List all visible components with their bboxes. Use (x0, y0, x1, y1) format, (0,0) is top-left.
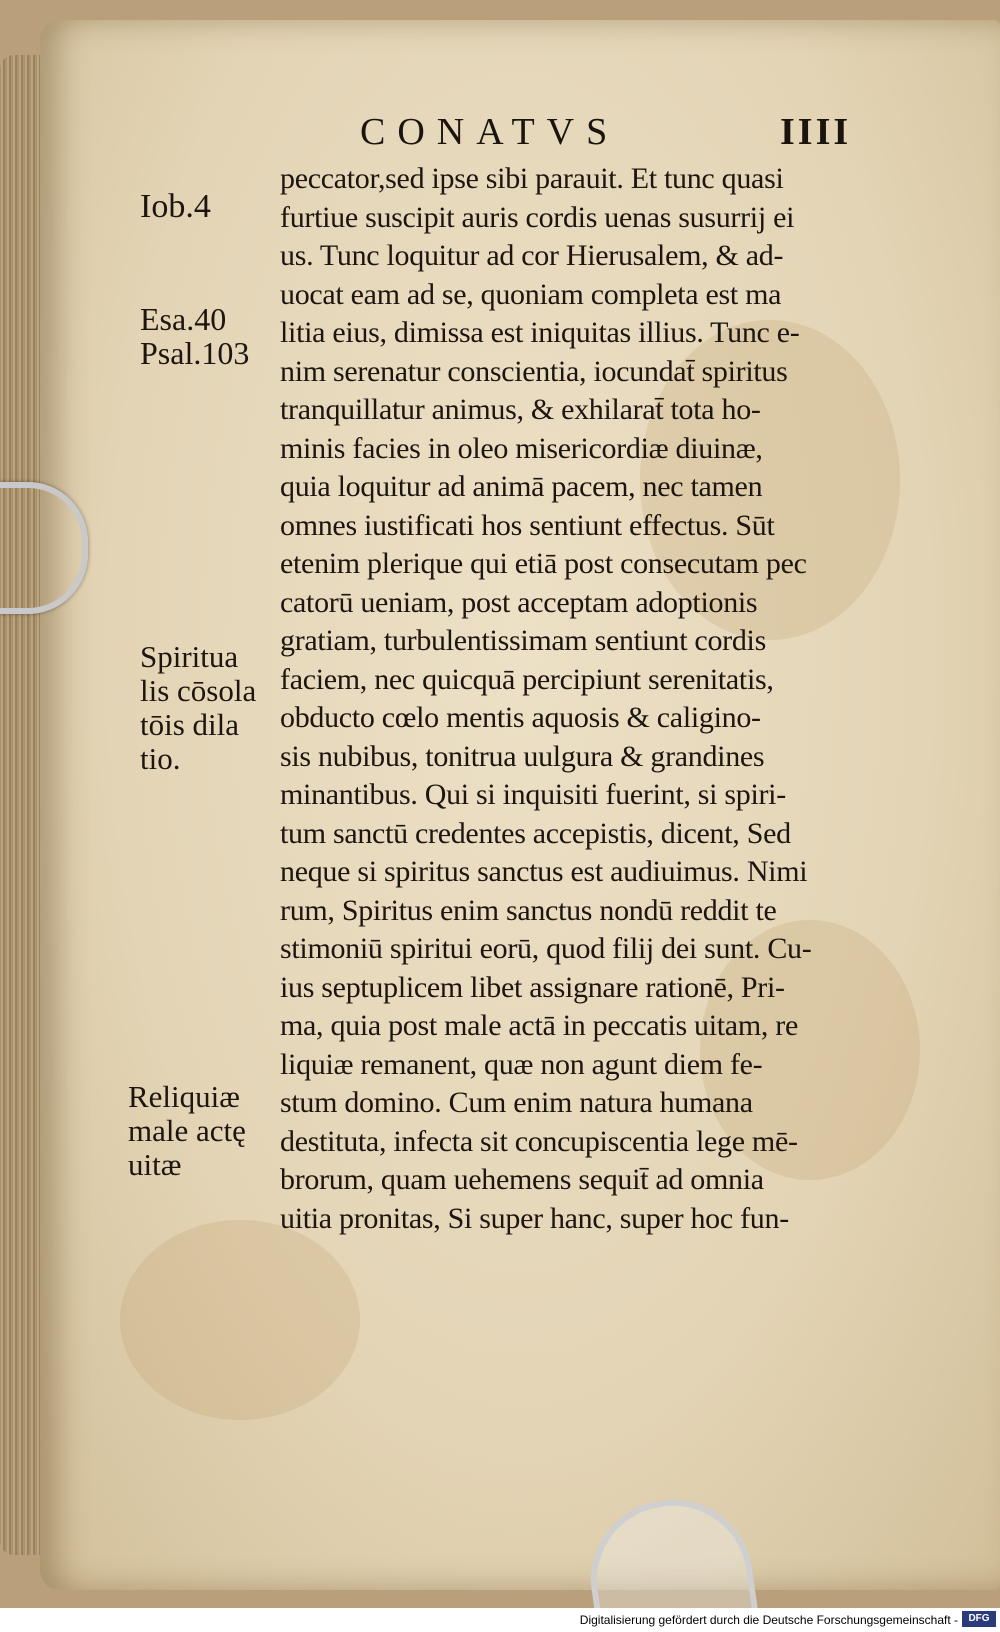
text-line: obducto cœlo mentis aquosis & caligino- (280, 701, 761, 734)
text-line: omnes iustificati hos sentiunt effectus. Sūt (280, 508, 775, 542)
text-line: rum, Spiritus enim sanctus nondū reddit te (280, 893, 777, 927)
text-line: ma, quia post male actā in peccatis uitam, re (280, 1009, 798, 1042)
margin-note-line: tio. (140, 741, 181, 776)
text-line: minantibus. Qui si inquisiti fuerint, si spiri- (280, 778, 786, 811)
margin-note-line: uitæ (128, 1147, 182, 1182)
main-text-block (280, 160, 930, 1238)
digitization-footer (0, 1608, 1000, 1632)
margin-note-esa-psal (140, 302, 249, 370)
margin-note-line: lis cōsola (140, 673, 257, 708)
text-line: gratiam, turbulentissimam sentiunt cordis (280, 624, 766, 657)
text-line: tum sanctū credentes accepistis, dicent, Sed (280, 816, 791, 850)
text-line: stum domino. Cum enim natura humana (280, 1086, 753, 1119)
text-line: etenim plerique qui etiā post consecutam pec (280, 547, 807, 580)
text-line: faciem, nec quicquā percipiunt serenitatis, (280, 662, 774, 696)
text-line: nim serenatur conscientia, iocundat̄ spiritus (280, 354, 788, 388)
text-line: catorū ueniam, post acceptam adoptionis (280, 585, 758, 619)
text-line: ius septuplicem libet assignare rationē, Pri- (280, 970, 785, 1004)
text-line: peccator,sed ipse sibi parauit. Et tunc quasi (280, 162, 784, 195)
margin-note-line: Iob.4 (140, 188, 211, 225)
margin-note-line: Psal.103 (140, 335, 250, 371)
margin-note-spiritualis (140, 640, 256, 776)
funding-credit: Digitalisierung gefördert durch die Deutsche Forschungsgemeinschaft - (579, 1613, 958, 1627)
text-line: furtiue suscipit auris cordis uenas susurrij ei (280, 200, 795, 234)
text-line: liquiæ remanent, quæ non agunt diem fe- (280, 1047, 763, 1081)
text-line: litia eius, dimissa est iniquitas illius. Tunc e- (280, 316, 800, 349)
margin-note-reliquiae (128, 1080, 246, 1182)
text-line: neque si spiritus sanctus est audiuimus. Nimi (280, 855, 808, 888)
text-line: destituta, infecta sit concupiscentia lege mē- (280, 1124, 798, 1158)
text-line: minis facies in oleo misericordiæ diuinæ, (280, 431, 763, 465)
margin-note-line: Reliquiæ (128, 1079, 240, 1114)
margin-note-job (140, 190, 211, 224)
running-head: CONATVS (360, 111, 620, 153)
text-line: stimoniū spiritui eorū, quod filij dei sunt. Cu- (280, 932, 812, 965)
water-stain (120, 1220, 360, 1420)
margin-note-line: Esa.40 (140, 301, 227, 337)
text-line: sis nubibus, tonitrua uulgura & grandines (280, 739, 765, 773)
margin-note-line: male actę (128, 1113, 246, 1148)
margin-note-line: Spiritua (140, 639, 239, 674)
text-line: us. Tunc loquitur ad cor Hierusalem, & ad- (280, 239, 784, 272)
text-line: quia loquitur ad animā pacem, nec tamen (280, 470, 763, 503)
text-line: tranquillatur animus, & exhilarat̄ tota ho- (280, 393, 761, 426)
text-line: uocat eam ad se, quoniam completa est ma (280, 277, 782, 311)
folio-number: IIII (780, 111, 852, 153)
text-line: uitia pronitas, Si super hanc, super hoc fun- (280, 1201, 789, 1235)
margin-note-line: tōis dila (140, 707, 240, 742)
text-line: brorum, quam uehemens sequit̄ ad omnia (280, 1163, 764, 1196)
dfg-logo: DFG (962, 1611, 996, 1627)
